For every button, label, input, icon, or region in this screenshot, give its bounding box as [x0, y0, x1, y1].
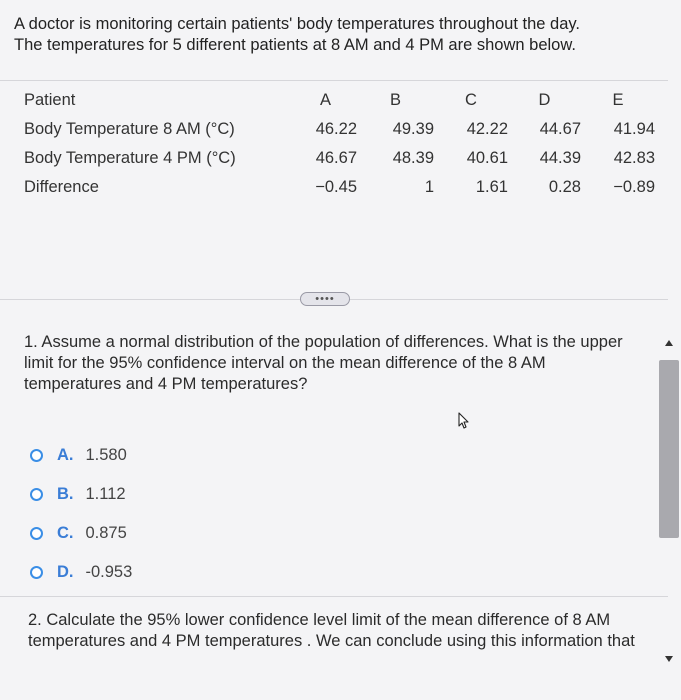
table-cell: 46.67: [315, 149, 357, 167]
option-letter: A.: [57, 446, 74, 464]
scroll-up-icon[interactable]: [665, 340, 673, 346]
option-b[interactable]: [30, 475, 132, 514]
table-cell: 0.28: [548, 178, 581, 196]
option-value: -0.953: [85, 563, 133, 581]
intro-line-1: A doctor is monitoring certain patients' body temperatures throughout the day.: [14, 15, 581, 33]
intro-line-2: The temperatures for 5 different patients at 8 AM and 4 PM are shown below.: [14, 36, 576, 54]
row-label: Body Temperature 4 PM (°C): [24, 149, 236, 167]
table-cell: 46.22: [315, 120, 357, 138]
table-cell: 49.39: [392, 120, 434, 138]
option-letter: B.: [57, 485, 74, 503]
table-cell: −0.89: [613, 178, 655, 196]
row-label: Body Temperature 8 AM (°C): [24, 120, 235, 138]
more-icon: ••••: [315, 293, 335, 305]
table-cell: 41.94: [613, 120, 655, 138]
option-value: 0.875: [85, 524, 127, 542]
radio-button-icon[interactable]: [30, 488, 43, 501]
radio-button-icon[interactable]: [30, 449, 43, 462]
question-1-text: 1. Assume a normal distribution of the population of differences. What is the upper limit for the 95% confidence interval on the mean difference of the 8 AM temperatures and 4 PM temperatures?: [24, 333, 623, 393]
option-d[interactable]: [30, 553, 132, 592]
table-header-row: [24, 86, 655, 115]
table-cell: 1: [424, 178, 434, 196]
table-header-cell: D: [538, 91, 551, 109]
more-button[interactable]: [300, 292, 350, 306]
option-value: 1.112: [85, 485, 126, 503]
table-row: [24, 173, 655, 202]
intro-text: [14, 14, 674, 56]
table-header-cell: Patient: [24, 91, 76, 109]
table-cell: 42.22: [466, 120, 508, 138]
scrollbar[interactable]: [656, 330, 681, 700]
option-value: 1.580: [85, 446, 127, 464]
option-a[interactable]: [30, 436, 132, 475]
table-cell: 44.67: [539, 120, 581, 138]
table-cell: 44.39: [539, 149, 581, 167]
temperature-table: [24, 86, 655, 202]
question-2-text: 2. Calculate the 95% lower confidence level limit of the mean difference of 8 AM temperatures and 4 PM temperatures . We can conclude using this information that: [28, 611, 635, 650]
table-cell: 40.61: [466, 149, 508, 167]
scroll-thumb[interactable]: [659, 360, 679, 538]
answer-options: [30, 436, 132, 592]
option-letter: D.: [57, 563, 74, 581]
table-row: [24, 115, 655, 144]
radio-button-icon[interactable]: [30, 527, 43, 540]
scroll-down-icon[interactable]: [665, 656, 673, 662]
option-letter: C.: [57, 524, 74, 542]
row-label: Difference: [24, 178, 99, 196]
table-row: [24, 144, 655, 173]
table-header-cell: A: [319, 91, 331, 109]
table-cell: 1.61: [475, 178, 508, 196]
table-header-cell: E: [612, 91, 624, 109]
radio-button-icon[interactable]: [30, 566, 43, 579]
table-cell: −0.45: [315, 178, 357, 196]
table-header-cell: B: [389, 91, 401, 109]
option-c[interactable]: [30, 514, 132, 553]
divider-bottom: [0, 596, 668, 597]
table-cell: 48.39: [392, 149, 434, 167]
table-header-cell: C: [465, 91, 477, 109]
divider-top: [0, 80, 668, 81]
table-cell: 42.83: [613, 149, 655, 167]
cursor-icon: [456, 412, 472, 430]
